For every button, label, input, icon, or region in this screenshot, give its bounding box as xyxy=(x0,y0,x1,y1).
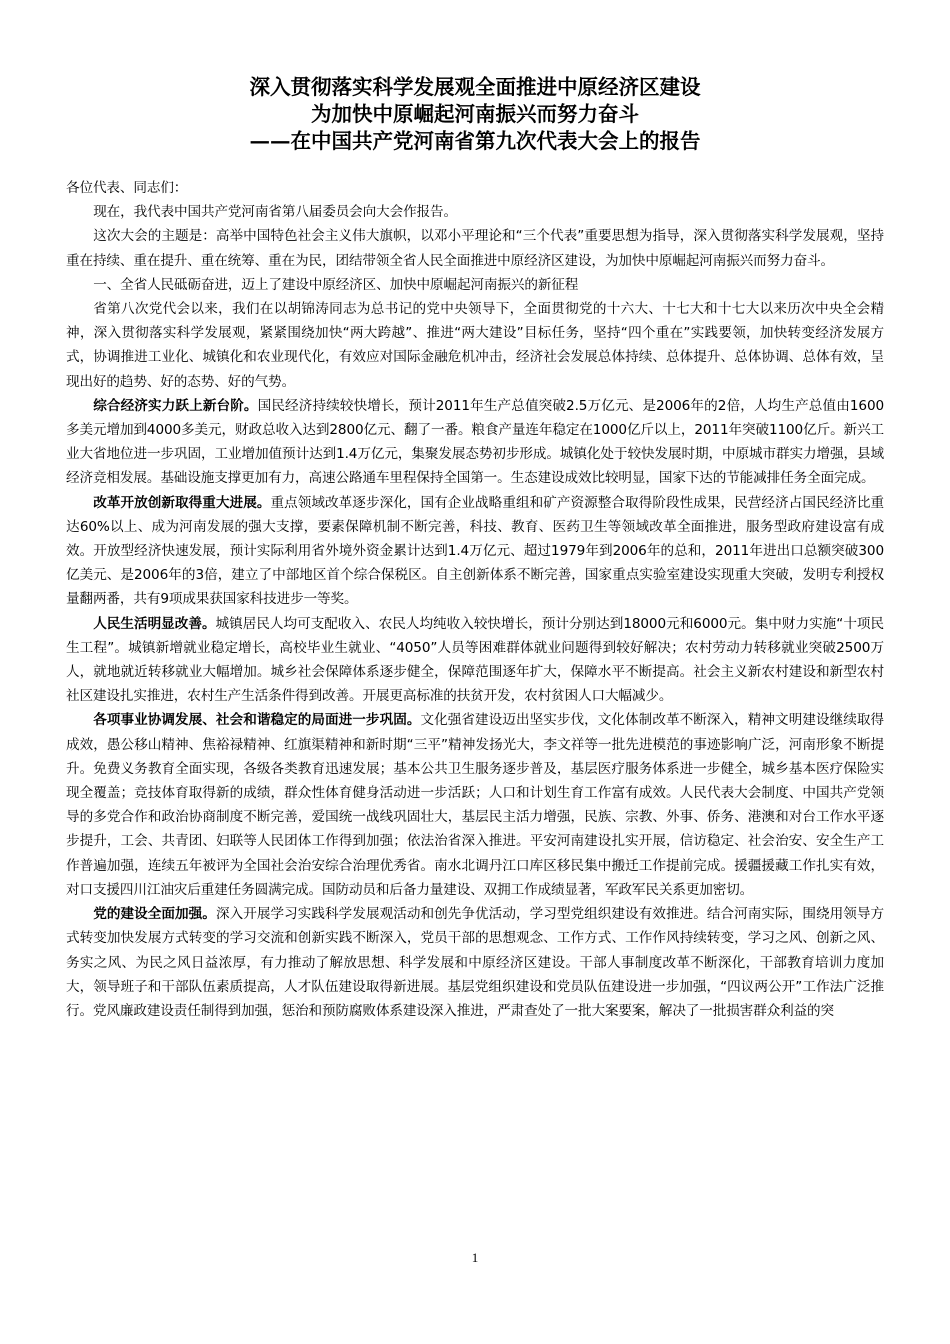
paragraph-social xyxy=(66,708,884,902)
paragraph-text: 城镇居民人均可支配收入、农民人均纯收入较快增长，预计分别达到18000元和6000元。集中财力实施“十项民生工程”。城镇新增就业稳定增长，高校毕业生就业、“4050”人员等困难群体就业问题得到较好解决；农村劳动力转移就业突破2500万人，就地就近转移就业大幅增加。城乡社会保障体系逐步健全，保障范围逐年扩大，保障水平不断提高。社会主义新农村建设和新型农村社区建设扎实推进，农村生产生活条件得到改善。开展更高标准的扶贫开发，农村贫困人口大幅减少。 xyxy=(66,615,884,705)
paragraph-text: 省第八次党代会以来，我们在以胡锦涛同志为总书记的党中央领导下，全面贯彻党的十六大、十七大和十七大以来历次中央全会精神，深入贯彻落实科学发展观，紧紧围绕加快“两大跨越”、推进“两大建设”目标任务，坚持“四个重在”实践要领，加快转变经济发展方式，协调推进工业化、城镇化和农业现代化，有效应对国际金融危机冲击，经济社会发展总体持续、总体提升、总体协调、总体有效，呈现出好的趋势、好的态势、好的气势。 xyxy=(66,301,884,390)
title-line-3: ——在中国共产党河南省第九次代表大会上的报告 xyxy=(249,129,701,153)
paragraph-text: 文化强省建设迈出坚实步伐，文化体制改革不断深入，精神文明建设继续取得成效，愚公移山精神、焦裕禄精神、红旗渠精神和新时期“三平”精神发扬光大，李文祥等一批先进模范的事迹影响广泛，河南形象不断提升。免费义务教育全面实现，各级各类教育迅速发展；基本公共卫生服务逐步普及，基层医疗服务体系进一步健全，城乡基本医疗保险实现全覆盖；竞技体育取得新的成绩，群众性体育健身活动进一步活跃；人口和计划生育工作富有成效。人民代表大会制度、中国共产党领导的多党合作和政治协商制度不断完善，爱国统一战线巩固壮大，基层民主活力增强，民族、宗教、外事、侨务、港澳和对台工作水平逐步提升，工会、共青团、妇联等人民团体工作得到加强；依法治省深入推进。平安河南建设扎实开展，信访稳定、社会治安、安全生产工作普遍加强，连续五年被评为全国社会治安综合治理优秀省。南水北调丹江口库区移民集中搬迁工作提前完成。援疆援藏工作扎实有效，对口支援四川江油灾后重建任务圆满完成。国防动员和后备力量建设、双拥工作成绩显著，军政军民关系更加密切。 xyxy=(66,712,884,898)
paragraph-party xyxy=(66,902,884,1023)
paragraph-lead: 各项事业协调发展、社会和谐稳定的局面进一步巩固。 xyxy=(93,712,421,729)
page-number: 1 xyxy=(471,1250,479,1265)
document-page xyxy=(66,74,884,1023)
paragraph-lead: 改革开放创新取得重大进展。 xyxy=(93,494,271,511)
salutation: 各位代表、同志们： xyxy=(66,180,188,196)
paragraph-theme xyxy=(66,224,884,272)
report-title xyxy=(66,74,884,155)
paragraph-lead: 党的建设全面加强。 xyxy=(93,906,216,923)
paragraph-text: 重点领域改革逐步深化，国有企业战略重组和矿产资源整合取得阶段性成果，民营经济占国民经济比重达60%以上、成为河南发展的强大支撑，要素保障机制不断完善，科技、教育、医药卫生等领域改革全面推进，服务型政府建设富有成效。开放型经济快速发展，预计实际利用省外境外资金累计达到1.4万亿元、超过1979年到2006年的总和，2011年进出口总额突破300亿美元、是2006年的3倍，建立了中部地区首个综合保税区。自主创新体系不断完善，国家重点实验室建设实现重大突破，发明专利授权量翻两番，共有9项成果获国家科技进步一等奖。 xyxy=(66,494,884,608)
section-heading xyxy=(66,273,884,297)
paragraph-text: 国民经济持续较快增长，预计2011年生产总值突破2.5万亿元、是2006年的2倍，人均生产总值由1600多美元增加到4000多美元，财政总收入达到2800亿元、翻了一番。粮食产量连年稳定在1000亿斤以上，2011年突破1100亿斤。新兴工业大省地位进一步巩固，工业增加值预计达到1.4万亿元，集聚发展态势初步形成。城镇化处于较快发展时期，中原城市群实力增强，县域经济竞相发展。基础设施支撑更加有力，高速公路通车里程保持全国第一。生态建设成效比较明显，国家下达的节能减排任务全面完成。 xyxy=(66,397,885,487)
paragraph-text: 深入开展学习实践科学发展观活动和创先争优活动，学习型党组织建设有效推进。结合河南实际，围绕用领导方式转变加快发展方式转变的学习交流和创新实践不断深入，党员干部的思想观念、工作方式、工作作风持续转变，学习之风、创新之风、务实之风、为民之风日益浓厚，有力推动了解放思想、科学发展和中原经济区建设。干部人事制度改革不断深化，干部教育培训力度加大，领导班子和干部队伍素质提高，人才队伍建设取得新进展。基层党组织建设和党员队伍建设进一步加强，“四议两公开”工作法广泛推行。党风廉政建设责任制得到加强，惩治和预防腐败体系建设深入推进，严肃查处了一批大案要案，解决了一批损害群众利益的突 xyxy=(66,906,885,1019)
report-body xyxy=(66,176,884,1023)
paragraph-reform xyxy=(66,491,884,612)
paragraph-text: 现在，我代表中国共产党河南省第八届委员会向大会作报告。 xyxy=(93,204,457,221)
paragraph-lead: 人民生活明显改善。 xyxy=(93,615,216,632)
paragraph-lead: 综合经济实力跃上新台阶。 xyxy=(93,397,258,414)
section-heading-text: 一、全省人民砥砺奋进，迈上了建设中原经济区、加快中原崛起河南振兴的新征程 xyxy=(93,276,579,293)
paragraph-livelihood xyxy=(66,612,884,709)
paragraph-opening xyxy=(66,200,884,224)
title-line-1: 深入贯彻落实科学发展观全面推进中原经济区建设 xyxy=(249,75,701,99)
paragraph-economy xyxy=(66,394,884,491)
paragraph-text: 这次大会的主题是：高举中国特色社会主义伟大旗帜，以邓小平理论和“三个代表”重要思想为指导，深入贯彻落实科学发展观，坚持重在持续、重在提升、重在统筹、重在为民，团结带领全省人民全面推进中原经济区建设，为加快中原崛起河南振兴而努力奋斗。 xyxy=(66,228,884,269)
paragraph-summary xyxy=(66,297,884,394)
title-line-2: 为加快中原崛起河南振兴而努力奋斗 xyxy=(311,102,639,126)
